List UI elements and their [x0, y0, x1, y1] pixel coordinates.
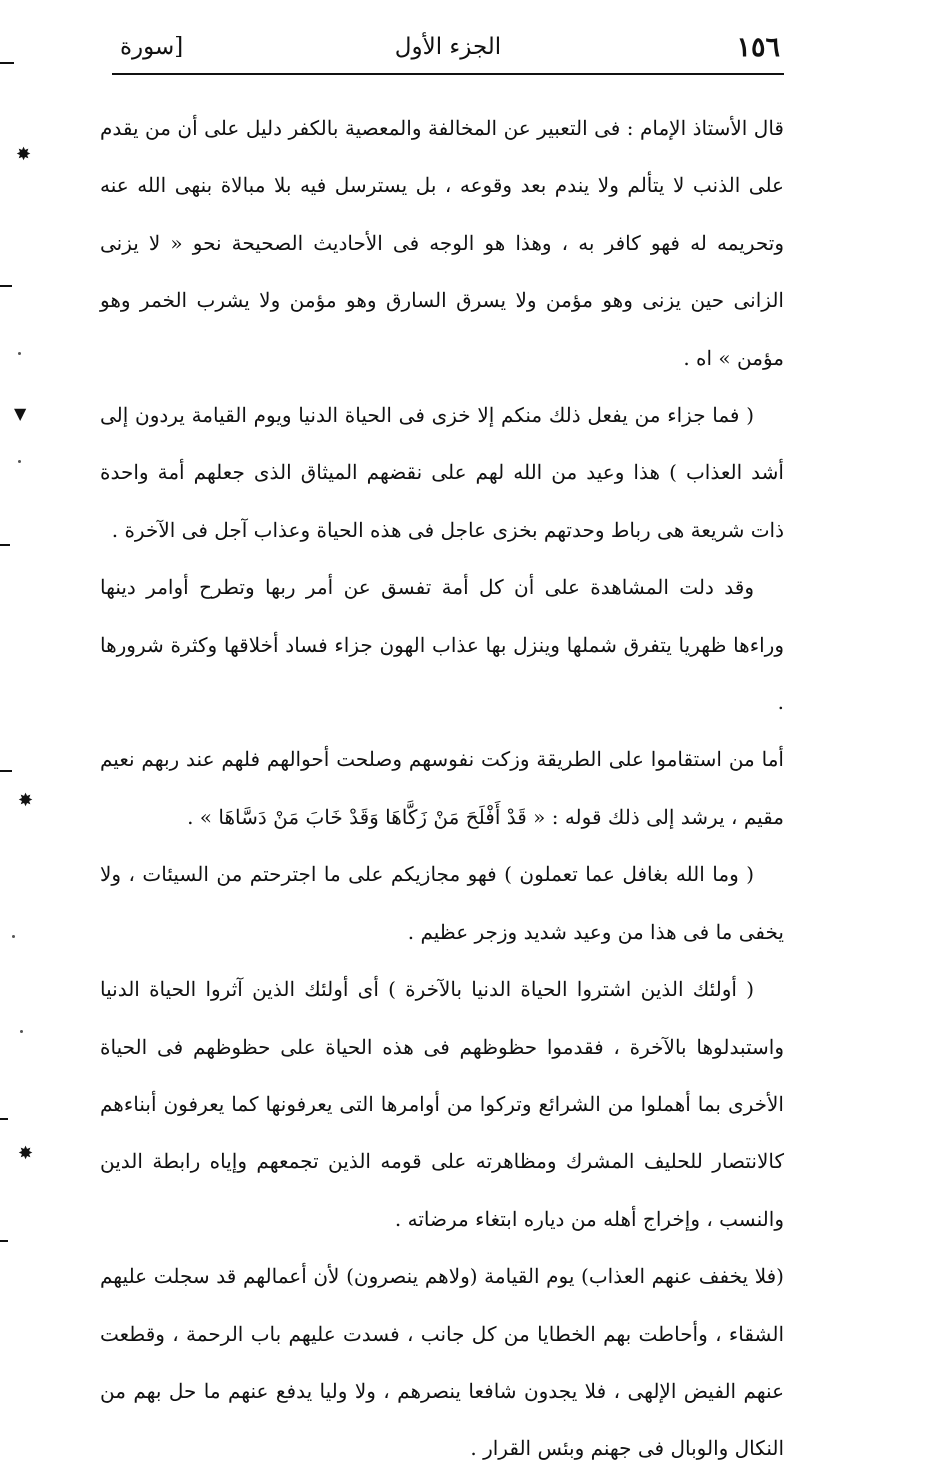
paragraph: ( أولئك الذين اشتروا الحياة الدنيا بالآخرة ) أى أولئك الذين آثروا الحياة الدنيا واستبدلوها بالآخرة ، فقدموا حظوظهم فى هذه الحياة على حظوظهم فى الحياة الأخرى بما أهملوا من الشرائع وتركوا من أوامرها التى يعرفونها كما يعرفون أبناءهم كالانتصار للحليف المشرك ومظاهرته على قومه الذين تجمعهم وإياه رابطة الدين والنسب ، وإخراج أهله من دياره ابتغاء مرضاته .: [100, 977, 784, 1231]
scan-mark: [18, 352, 21, 355]
surah-label: [سورة: [120, 34, 184, 60]
paragraph: وقد دلت المشاهدة على أن كل أمة تفسق عن أمر ربها وتطرح أوامر دينها وراءها ظهريا يتفرق شملها وينزل بها عذاب الهون جزاء فساد أخلاقها وكثرة شرورها .: [100, 575, 784, 715]
scan-mark: [0, 285, 12, 287]
scan-mark: [12, 935, 15, 938]
scan-mark: [0, 1240, 8, 1242]
scan-mark: ✸: [18, 790, 34, 811]
paragraph: قال الأستاذ الإمام : فى التعبير عن المخالفة والمعصية بالكفر دليل على أن من يقدم على الذنب لا يتألم ولا يندم بعد وقوعه ، بل يسترسل فيه بلا مبالاة بنهى الله عنه وتحريمه له فهو كافر به ، وهذا هو الوجه فى الأحاديث الصحيحة نحو « لا يزنى الزانى حين يزنى وهو مؤمن ولا يسرق السارق وهو مؤمن ولا يشرب الخمر وهو مؤمن » اه .: [100, 116, 784, 370]
scan-mark: ▼: [14, 404, 27, 423]
scan-mark: [0, 62, 14, 64]
scan-mark: [20, 1030, 23, 1033]
scan-mark: [0, 770, 12, 772]
paragraph: ( فما جزاء من يفعل ذلك منكم إلا خزى فى الحياة الدنيا ويوم القيامة يردون إلى أشد العذاب ) هذا وعيد من الله لهم على نقضهم الميثاق الذى جعلهم أمة واحدة ذات شريعة هى رباط وحدتهم بخزى عاجل فى هذه الحياة وعذاب آجل فى الآخرة .: [100, 403, 784, 542]
scan-mark: ✸: [18, 1143, 34, 1164]
paragraph: ( وما الله بغافل عما تعملون ) فهو مجازيكم على ما اجترحتم من السيئات ، ولا يخفى ما فى هذا من وعيد شديد وزجر عظيم .: [100, 862, 784, 944]
part-title: الجزء الأول: [394, 34, 502, 60]
scan-mark: [0, 544, 10, 546]
body-text: [100, 100, 784, 1478]
scan-mark: ✸: [16, 144, 32, 165]
paragraph: أما من استقاموا على الطريقة وزكت نفوسهم وصلحت أحوالهم فلهم عند ربهم نعيم مقيم ، يرشد إلى ذلك قوله : « قَدْ أَفْلَحَ مَنْ زَكَّاهَا وَقَدْ خَابَ مَنْ دَسَّاهَا » .: [100, 747, 784, 829]
scan-mark: [18, 460, 21, 463]
scan-mark: [0, 1118, 8, 1120]
page-number: ١٥٦: [736, 32, 780, 63]
running-header: [112, 26, 784, 72]
header-rule: [112, 73, 784, 75]
paragraph: (فلا يخفف عنهم العذاب) يوم القيامة (ولاهم ينصرون) لأن أعمالهم قد سجلت عليهم الشقاء ، وأحاطت بهم الخطايا من كل جانب ، فسدت عليهم باب الرحمة ، وقطعت عنهم الفيض الإلهى ، فلا يجدون شافعا ينصرهم ، ولا وليا يدفع عنهم ما حل بهم من النكال والوبال فى جهنم وبئس القرار .: [100, 1264, 784, 1461]
